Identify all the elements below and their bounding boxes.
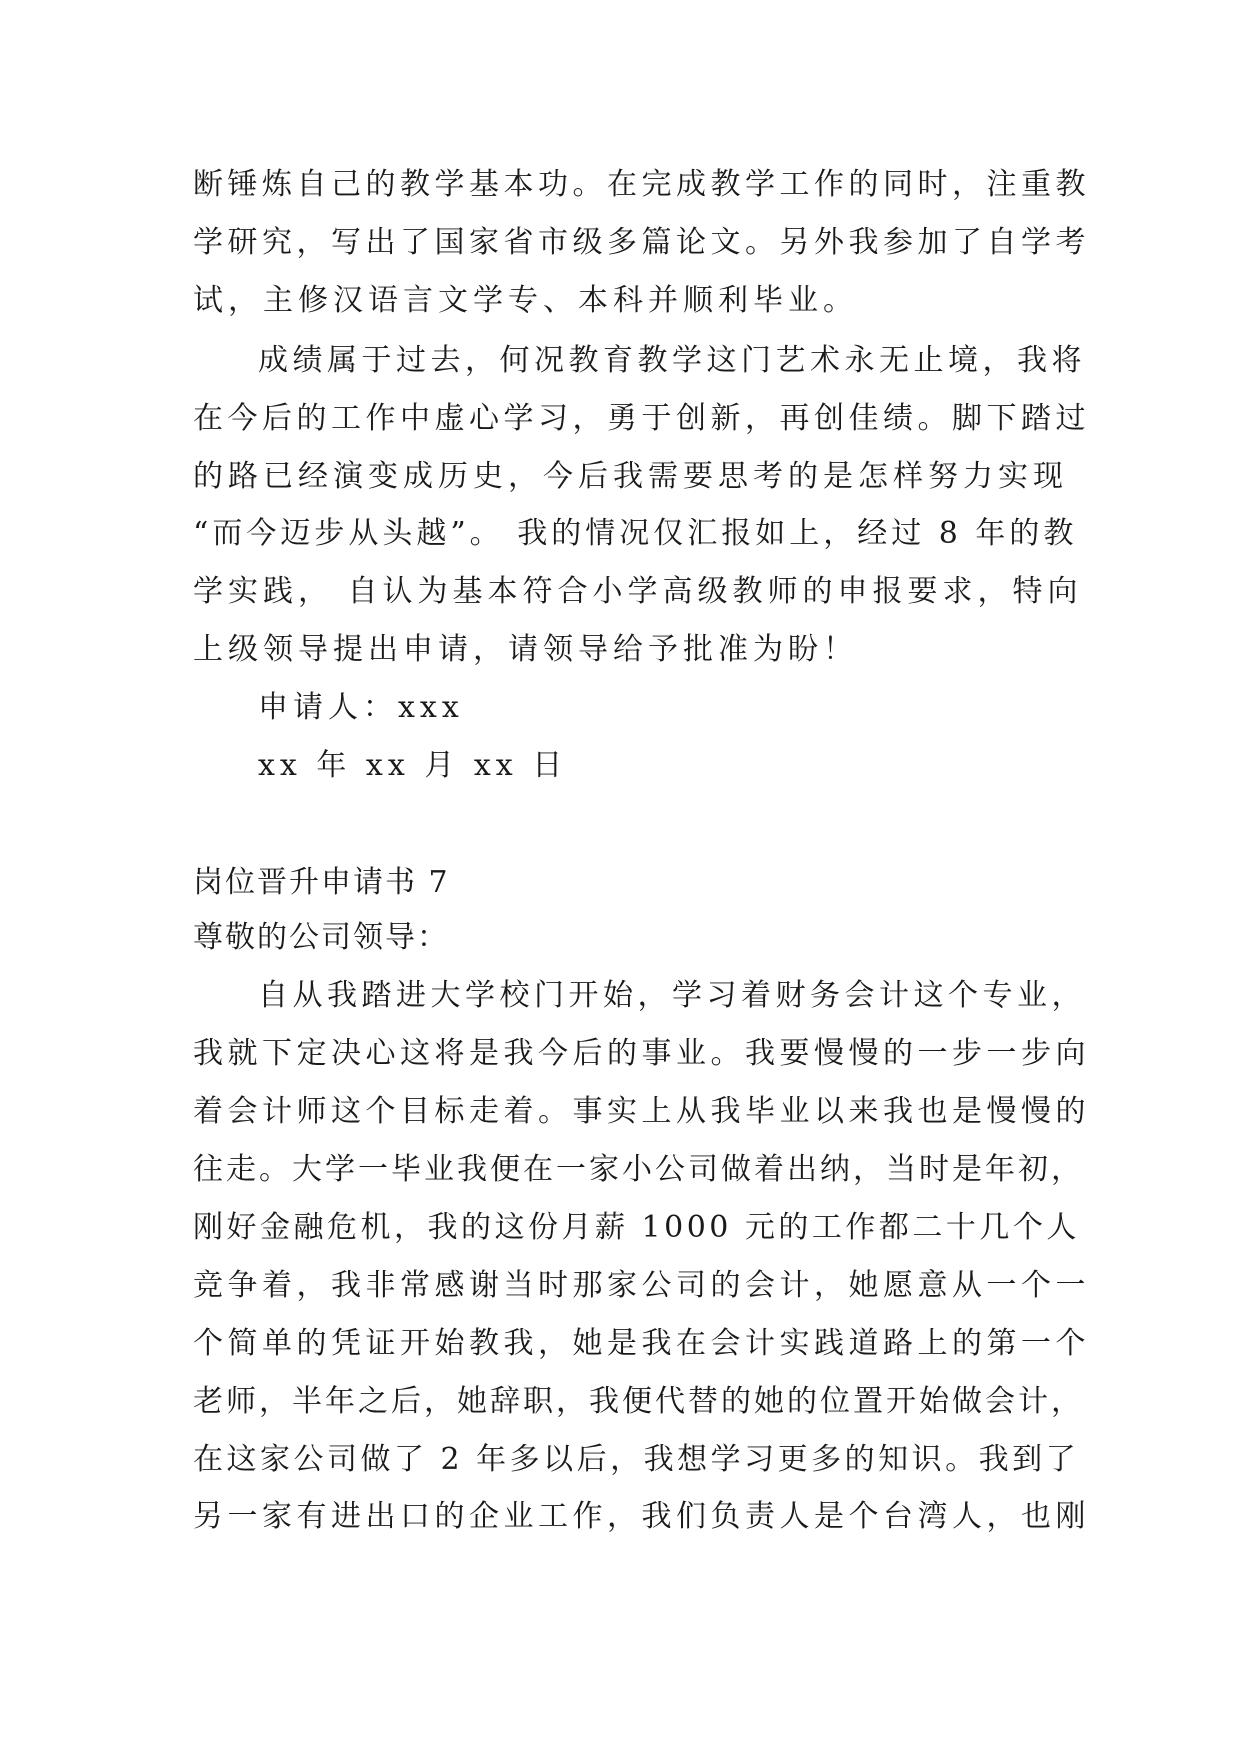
- paragraph-line: “而今迈步从头越”。 我的情况仅汇报如上，经过 8 年的教: [193, 516, 1078, 551]
- paragraph-line: 成绩属于过去，何况教育教学这门艺术永无止境，我将: [258, 343, 1086, 378]
- paragraph-line: 个简单的凭证开始教我，她是我在会计实践道路上的第一个: [193, 1326, 1090, 1361]
- salutation: 尊敬的公司领导：: [193, 920, 449, 955]
- paragraph-line: 刚好金融危机，我的这份月薪 1000 元的工作都二十几个人: [193, 1210, 1080, 1245]
- paragraph-line: 另一家有进出口的企业工作，我们负责人是个台湾人，也刚: [193, 1499, 1090, 1534]
- paragraph-line: 学研究，写出了国家省市级多篇论文。另外我参加了自学考: [193, 225, 1090, 260]
- paragraph-line: 断锤炼自己的教学基本功。在完成教学工作的同时，注重教: [193, 167, 1090, 202]
- paragraph-line: 竞争着，我非常感谢当时那家公司的会计，她愿意从一个一: [193, 1268, 1090, 1303]
- paragraph-line: 在这家公司做了 2 年多以后，我想学习更多的知识。我到了: [193, 1442, 1080, 1477]
- paragraph-line: 的路已经演变成历史，今后我需要思考的是怎样努力实现: [193, 459, 1068, 494]
- paragraph-line: 学实践， 自认为基本符合小学高级教师的申报要求，特向: [193, 574, 1083, 609]
- paragraph-line: 往走。大学一毕业我便在一家小公司做着出纳，当时是年初，: [193, 1152, 1084, 1187]
- paragraph-line: 试，主修汉语言文学专、本科并顺利毕业。: [193, 283, 858, 318]
- applicant-signature: 申请人：xxx: [258, 690, 464, 725]
- paragraph-line: 在今后的工作中虚心学习，勇于创新，再创佳绩。脚下踏过: [193, 401, 1090, 436]
- paragraph-line: 着会计师这个目标走着。事实上从我毕业以来我也是慢慢的: [193, 1094, 1090, 1129]
- section-title: 岗位晋升申请书 7: [193, 865, 450, 900]
- paragraph-line: 自从我踏进大学校门开始，学习着财务会计这个专业，: [258, 978, 1086, 1013]
- paragraph-line: 上级领导提出申请，请领导给予批准为盼！: [193, 632, 858, 667]
- paragraph-line: 老师，半年之后，她辞职，我便代替的她的位置开始做会计，: [193, 1384, 1084, 1419]
- signature-date: xx 年 xx 月 xx 日: [258, 748, 568, 783]
- paragraph-line: 我就下定决心这将是我今后的事业。我要慢慢的一步一步向: [193, 1036, 1090, 1071]
